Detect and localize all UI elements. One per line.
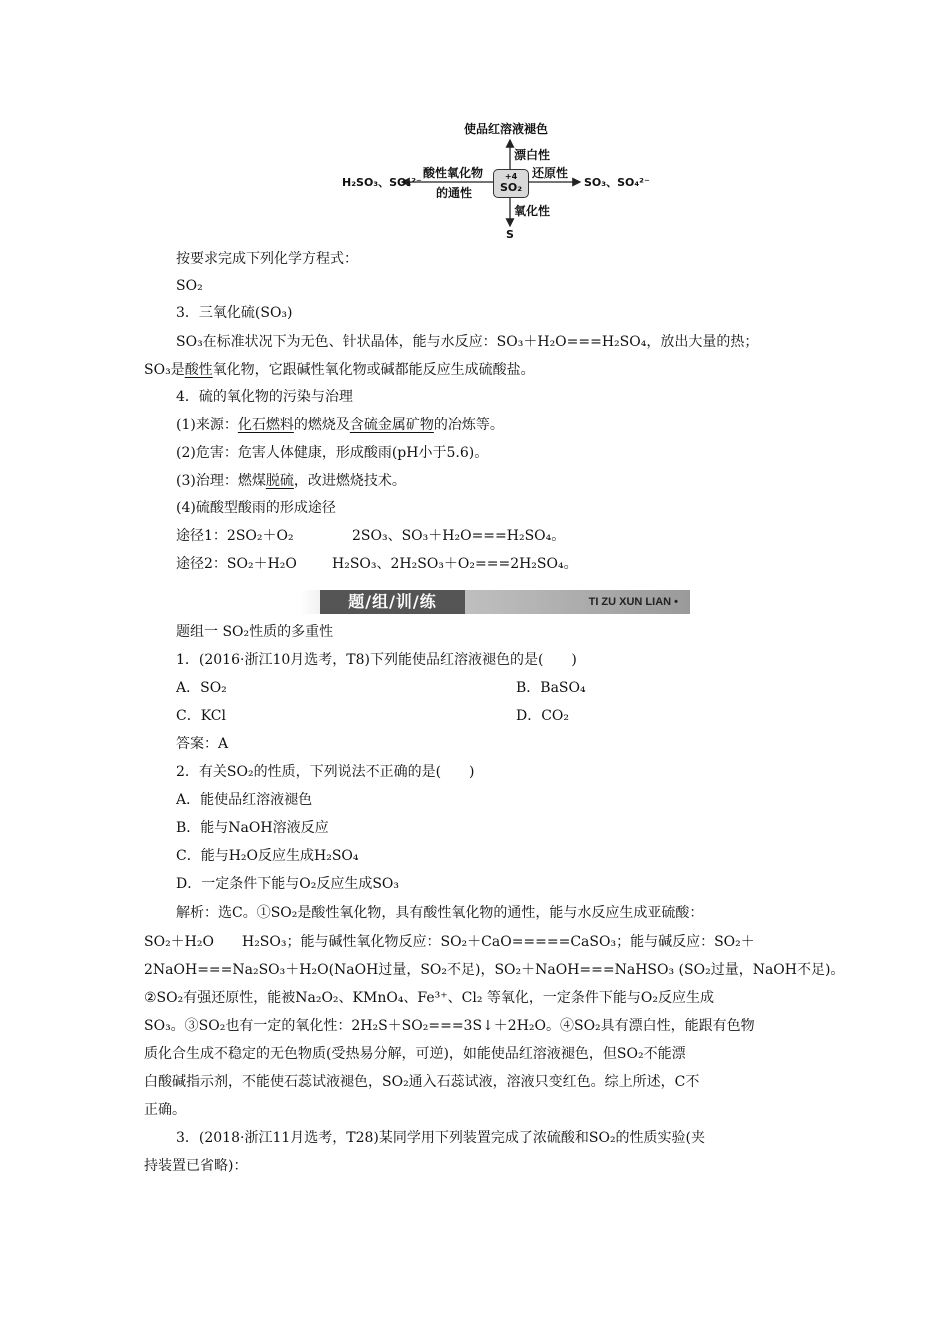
section-heading-pollution: 4．硫的氧化物的污染与治理 xyxy=(176,389,353,405)
explanation-line-8: 正确。 xyxy=(144,1102,186,1118)
explanation-line-5: SO₃。③SO₂也有一定的氧化性：2H₂S＋SO₂===3S↓＋2H₂O。④SO₂具有漂白性，能跟有色物 xyxy=(144,1018,755,1034)
pathway-1-part-1: 途径1：2SO₂＋O₂ xyxy=(176,528,294,544)
exercise-banner xyxy=(300,590,690,614)
explanation-line-7: 白酸碱指示剂，不能使石蕊试液褪色，SO₂通入石蕊试液，溶液只变红色。综上所述，C不 xyxy=(144,1074,700,1090)
banner-title: 题/组/训/练 xyxy=(320,590,465,614)
text-segment: ，改进燃烧技术。 xyxy=(293,473,406,489)
q2-option-c: C．能与H₂O反应生成H₂SO₄ xyxy=(176,848,359,864)
q1-option-a: A．SO₂ xyxy=(176,680,227,696)
question-3-line-1: 3．(2018·浙江11月选考，T28)某同学用下列装置完成了浓硫酸和SO₂的性质实验(夹 xyxy=(176,1130,706,1146)
section-heading-so3: 3．三氧化硫(SO₃) xyxy=(176,305,293,321)
so2-properties-diagram xyxy=(330,118,650,250)
so2-center-label: SO₂ xyxy=(499,181,523,194)
text-segment: SO₃是 xyxy=(144,362,185,378)
question-3-line-2: 持装置已省略)： xyxy=(144,1158,248,1174)
so2-center-box xyxy=(493,169,529,198)
diagram-bottom-product: S xyxy=(506,228,514,241)
diagram-general-property-label: 的通性 xyxy=(436,186,473,200)
explanation-line-1: 解析：选C。①SO₂是酸性氧化物，具有酸性氧化物的通性，能与水反应生成亚硫酸： xyxy=(176,905,704,921)
q1-option-d: D．CO₂ xyxy=(516,708,570,724)
explanation-line-4: ②SO₂有强还原性，能被Na₂O₂、KMnO₄、Fe³⁺、Cl₂ 等氧化，一定条件下能与O₂反应生成 xyxy=(144,990,715,1006)
pollution-source-line xyxy=(176,415,504,435)
question-2: 2．有关SO₂的性质，下列说法不正确的是( ) xyxy=(176,764,475,780)
instruction-line: 按要求完成下列化学方程式： xyxy=(176,251,358,267)
question-group-heading: 题组一 SO₂性质的多重性 xyxy=(176,624,334,640)
pathway-2-part-2: H₂SO₃、2H₂SO₃＋O₂===2H₂SO₄。 xyxy=(332,556,578,572)
diagram-left-products: H₂SO₃、SO₃²⁻ xyxy=(342,176,422,189)
q1-option-b: B．BaSO₄ xyxy=(516,680,586,696)
diagram-bleaching-label: 漂白性 xyxy=(514,148,551,162)
q1-answer: 答案：A xyxy=(176,736,229,752)
underlined-answer: 脱硫 xyxy=(265,473,294,489)
text-segment: 的冶炼等。 xyxy=(433,417,504,433)
q1-option-c: C．KCl xyxy=(176,708,226,724)
underlined-answer: 酸性 xyxy=(184,362,213,378)
so3-description-line-2 xyxy=(144,360,535,380)
acid-rain-heading: (4)硫酸型酸雨的形成途径 xyxy=(176,500,336,516)
diagram-reducing-label: 还原性 xyxy=(532,166,569,180)
pathway-1-part-2: 2SO₃、SO₃＋H₂O===H₂SO₄。 xyxy=(352,528,566,544)
so2-oxidation-state: +4 xyxy=(504,172,518,181)
pollution-harm-line: (2)危害：危害人体健康，形成酸雨(pH小于5.6)。 xyxy=(176,445,489,461)
text-segment: (3)治理：燃煤 xyxy=(176,473,266,489)
diagram-right-products: SO₃、SO₄²⁻ xyxy=(584,176,650,189)
question-1: 1．(2016·浙江10月选考，T8)下列能使品红溶液褪色的是( ) xyxy=(176,652,577,668)
explanation-line-2: SO₂＋H₂O H₂SO₃；能与碱性氧化物反应：SO₂＋CaO=====CaSO₃；能与碱反应：SO₂＋ xyxy=(144,934,755,950)
text-segment: 的燃烧及 xyxy=(293,417,350,433)
q2-option-d: D．一定条件下能与O₂反应生成SO₃ xyxy=(176,876,399,892)
text-segment: 氧化物，它跟碱性氧化物或碱都能反应生成硫酸盐。 xyxy=(212,362,535,378)
q2-option-a: A．能使品红溶液褪色 xyxy=(176,792,313,808)
diagram-oxidizing-label: 氧化性 xyxy=(514,204,551,218)
diagram-top-label: 使品红溶液褪色 xyxy=(464,122,549,136)
so3-description-line-1: SO₃在标准状况下为无色、针状晶体，能与水反应：SO₃＋H₂O===H₂SO₄，放出大量的热； xyxy=(176,334,759,350)
so2-line: SO₂ xyxy=(176,278,203,294)
pollution-treatment-line xyxy=(176,471,406,491)
pathway-2-part-1: 途径2：SO₂＋H₂O xyxy=(176,556,297,572)
underlined-answer: 化石燃料 xyxy=(237,417,294,433)
diagram-acidic-oxide-label: 酸性氧化物 xyxy=(423,166,484,180)
underlined-answer: 含硫金属矿物 xyxy=(349,417,434,433)
explanation-line-6: 质化合生成不稳定的无色物质(受热易分解，可逆)，如能使品红溶液褪色，但SO₂不能漂 xyxy=(144,1046,686,1062)
banner-pinyin: TI ZU XUN LIAN • xyxy=(588,596,678,608)
explanation-line-3: 2NaOH===Na₂SO₃＋H₂O(NaOH过量，SO₂不足)，SO₂＋NaOH===NaHSO₃ (SO₂过量，NaOH不足)。 xyxy=(144,962,845,978)
text-segment: (1)来源： xyxy=(176,417,238,433)
q2-option-b: B．能与NaOH溶液反应 xyxy=(176,820,329,836)
